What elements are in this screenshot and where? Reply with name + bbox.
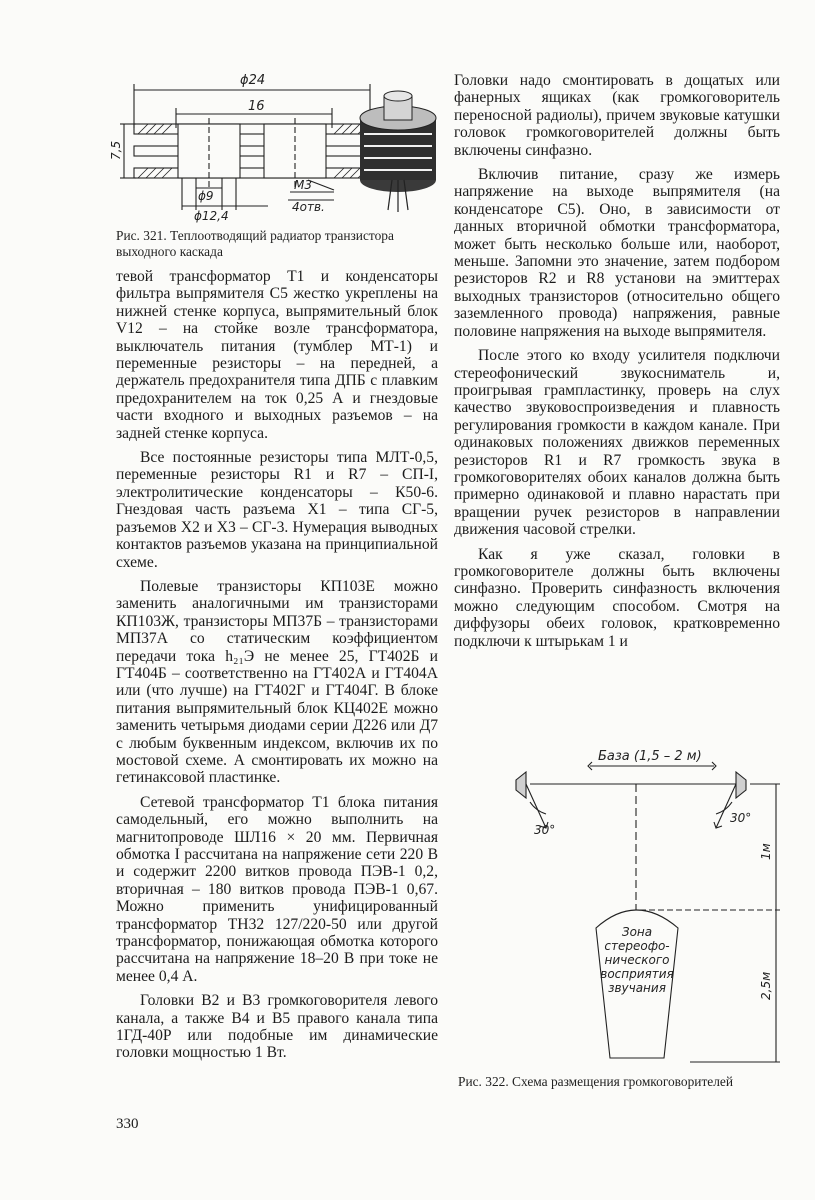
dim-d9-label: ϕ9: [198, 189, 214, 203]
right-text-column: [454, 72, 780, 657]
dim-16-label: 16: [248, 99, 265, 114]
figure-322-speaker-placement-diagram: [500, 742, 790, 1070]
page-number: 330: [116, 1116, 139, 1132]
left-paragraph-1: тевой трансформатор Т1 и конденсаторы фильтра выпрямителя С5 жестко укреплены на нижней стенке корпуса, выпрямительный блок V12 – на стойке возле трансформатора, выключатель питания (тумблер МТ-1) и переменные резисторы – на передней, а держатель предохранителя типа ДПБ с плавким предохранителем на ток 0,25 А и гнездовые части входного и выходных разъемов – на задней стенке корпуса.: [116, 268, 438, 442]
base-label: База (1,5 – 2 м): [598, 749, 702, 764]
right-paragraph-2: Включив питание, сразу же измерь напряжение на выходе выпрямителя (на конденсаторе С5). Оно, в зависимости от данных вторичной обмотки трансформатора, может быть несколько больше или, наоборот, меньше. Запомни это значение, затем подбором резисторов R2 и R8 установи на эмиттерах выходных транзисторов (относительно общего заземленного провода) напряжения, равные половине напряжения на выходе выпрямителя.: [454, 166, 780, 340]
right-paragraph-3: После этого ко входу усилителя подключи стереофонический звукосниматель и, проигрывая грампластинку, проверь на слух качество звуковоспроизведения и плавность регулирования громкости в каждом канале. При одинаковых положениях движков переменных резисторов R1 и R7 громкость звука в громкоговорителях обоих каналов должна быть примерно одинаковой и плавно нарастать при вращении ручек резисторов в направлении движения часовой стрелки.: [454, 347, 780, 539]
dim-7-5-label: 7,5: [109, 140, 123, 160]
angle-left-label: 30°: [534, 823, 556, 837]
figure-321-heatsink-drawing: [108, 68, 443, 224]
angle-right-label: 30°: [730, 811, 752, 825]
figure-322-caption: Рис. 322. Схема размещения громкоговорителей: [458, 1074, 734, 1089]
left-paragraph-2: Все постоянные резисторы типа МЛТ-0,5, переменные резисторы R1 и R7 – СП-I, электролитические конденсаторы – К50-6. Гнездовая часть разъема Х1 – типа СГ-5, разъемов Х2 и Х3 – СГ-3. Нумерация выводных контактов разъемов указана на принципиальной схеме.: [116, 449, 438, 571]
heatsink-perspective-illustration: [360, 91, 436, 212]
dim-d12-4-label: ϕ12,4: [194, 209, 229, 223]
figure-321-caption: Рис. 321. Теплоотводящий радиатор транзистора выходного каскада: [116, 228, 394, 259]
left-paragraph-4: Сетевой трансформатор Т1 блока питания самодельный, его можно выполнить на магнитопроводе ШЛ16 × 20 мм. Первичная обмотка I рассчитана на напряжение сети 220 В и содержит 2200 витков провода ПЭВ-1 0,2, вторичная – 180 витков провода ПЭВ-1 0,67. Можно применить унифицированный трансформатор ТН32 127/220-50 или другой трансформатор, понижающая обмотка которого рассчитана на напряжение 18–20 В при токе не менее 0,4 А.: [116, 793, 438, 985]
right-paragraph-4: Как я уже сказал, головки в громкоговорителе должны быть включены синфазно. Проверить синфазность включения можно следующим способом. Смотря на диффузоры обеих головок, кратковременно подключи к штырькам 1 и: [454, 545, 780, 650]
dim-holes-label: 4отв.: [292, 200, 325, 214]
dim-m3-label: M3: [294, 178, 312, 192]
zone-line-5: звучания: [608, 981, 666, 995]
zone-line-4: восприятия: [600, 967, 674, 981]
left-paragraph-3: Полевые транзисторы КП103Е можно заменить аналогичными им транзисторами КП103Ж, транзисторы МП37Б – транзисторами МП37А со статическим коэффициентом передачи тока h₂₁Э не менее 25, ГТ402Б и ГТ404Б – соответственно на ГТ402А и ГТ404А или (что лучше) на ГТ402Г и ГТ404Г. В блоке питания выпрямительный блок КЦ402Е можно заменить четырьмя диодами серии Д226 или Д7 с любым буквенным индексом, включив их по мостовой схеме. А смонтировать их можно на гетинаксовой пластинке.: [116, 577, 438, 787]
dim-d24-label: ϕ24: [240, 73, 266, 88]
left-text-column: [116, 268, 438, 1069]
zone-line-2: стереофо-: [604, 939, 670, 953]
distance-2-5m-label: 2,5м: [759, 971, 773, 1000]
left-paragraph-5: Головки В2 и В3 громкоговорителя левого канала, а также В4 и В5 правого канала типа 1ГД-40Р или подобные им динамические головки мощностью 1 Вт.: [116, 992, 438, 1062]
zone-line-3: нического: [604, 953, 670, 967]
left-speaker-icon: [516, 772, 548, 828]
distance-1m-label: 1м: [759, 843, 773, 860]
zone-line-1: Зона: [621, 925, 653, 939]
right-paragraph-1: Головки надо смонтировать в дощатых или фанерных ящиках (как громкоговоритель переносной радиолы), причем звуковые катушки головок громкоговорителей должны быть включены синфазно.: [454, 72, 780, 159]
